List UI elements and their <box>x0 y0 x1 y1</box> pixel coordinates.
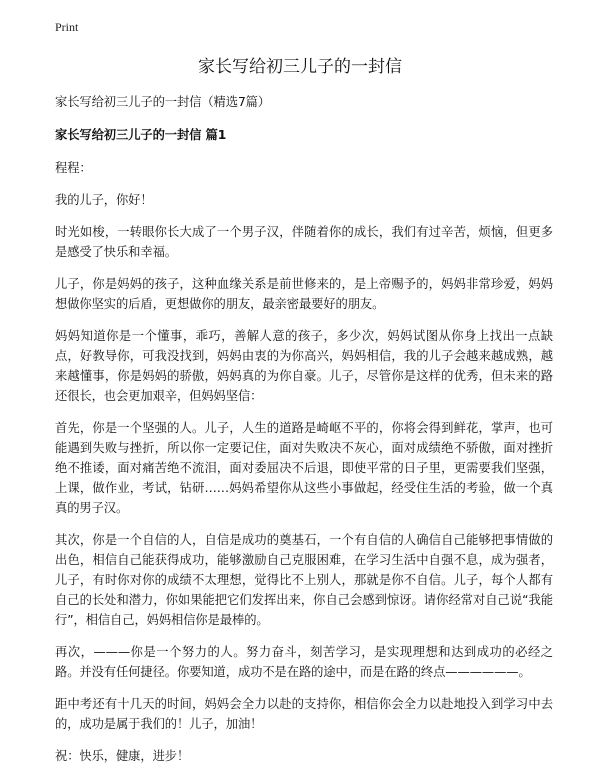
greeting: 我的儿子，你好！ <box>55 193 153 207</box>
body-paragraph: 妈妈知道你是一个懂事，乖巧，善解人意的孩子，多少次，妈妈试图从你身上找出一点缺点，好教导你，可我没找到，妈妈由衷的为你高兴，妈妈相信，我的儿子会越来越成熟，越来越懂事，你是妈妈的骄傲，妈妈真的为你自豪。儿子，尽管你是这样的优秀，但未来的路还很长，也会更加艰辛，但妈妈坚信： <box>55 329 553 403</box>
body-paragraph: 时光如梭，一转眼你长大成了一个男子汉，伴随着你的成长，我们有过辛苦，烦恼，但更多是感受了快乐和幸福。 <box>55 225 553 259</box>
closing: 祝：快乐，健康，进步！ <box>55 749 190 763</box>
section-heading: 家长写给初三儿子的一封信 篇1 <box>55 128 227 142</box>
print-link[interactable]: Print <box>55 20 79 34</box>
body-paragraph: 距中考还有十几天的时间，妈妈会全力以赴的支持你，相信你会全力以赴地投入到学习中去的，成功是属于我们的！儿子，加油！ <box>55 697 553 731</box>
body-paragraph: 再次，———你是一个努力的人。努力奋斗，刻苦学习，是实现理想和达到成功的必经之路。并没有任何捷径。你要知道，成功不是在路的途中，而是在路的终点——————。 <box>55 645 553 679</box>
page-title: 家长写给初三儿子的一封信 <box>198 57 402 77</box>
document-subtitle: 家长写给初三儿子的一封信（精选7篇） <box>55 95 271 109</box>
body-paragraph: 首先，你是一个坚强的人。儿子，人生的道路是崎岖不平的，你将会得到鲜花，掌声，也可能遇到失败与挫折，所以你一定要记住，面对失败决不灰心，面对成绩绝不骄傲，面对挫折绝不推诿，面对痛苦绝不流泪，面对委屈决不后退，即使平常的日子里，更需要我们坚强，上课，做作业，考试，钻研……妈妈希望你从这些小事做起，经受住生活的考验，做一个真真的男子汉。 <box>55 421 553 515</box>
document-body <box>55 92 553 778</box>
body-paragraph: 儿子，你是妈妈的孩子，这种血缘关系是前世修来的，是上帝赐予的，妈妈非常珍爱，妈妈想做你坚实的后盾，更想做你的朋友，最亲密最要好的朋友。 <box>55 277 553 311</box>
body-paragraph: 其次，你是一个自信的人，自信是成功的奠基石，一个有自信的人确信自己能够把事情做的出色，相信自己能获得成功，能够激励自己克服困难，在学习生活中自强不息，成为强者，儿子，有时你对你的成绩不太理想，觉得比不上别人，那就是你不自信。儿子，每个人都有自己的长处和潜力，你如果能把它们发挥出来，你自己会感到惊讶。请你经常对自己说“我能行”，相信自己，妈妈相信你是最棒的。 <box>55 533 553 627</box>
salutation: 程程： <box>55 161 92 175</box>
